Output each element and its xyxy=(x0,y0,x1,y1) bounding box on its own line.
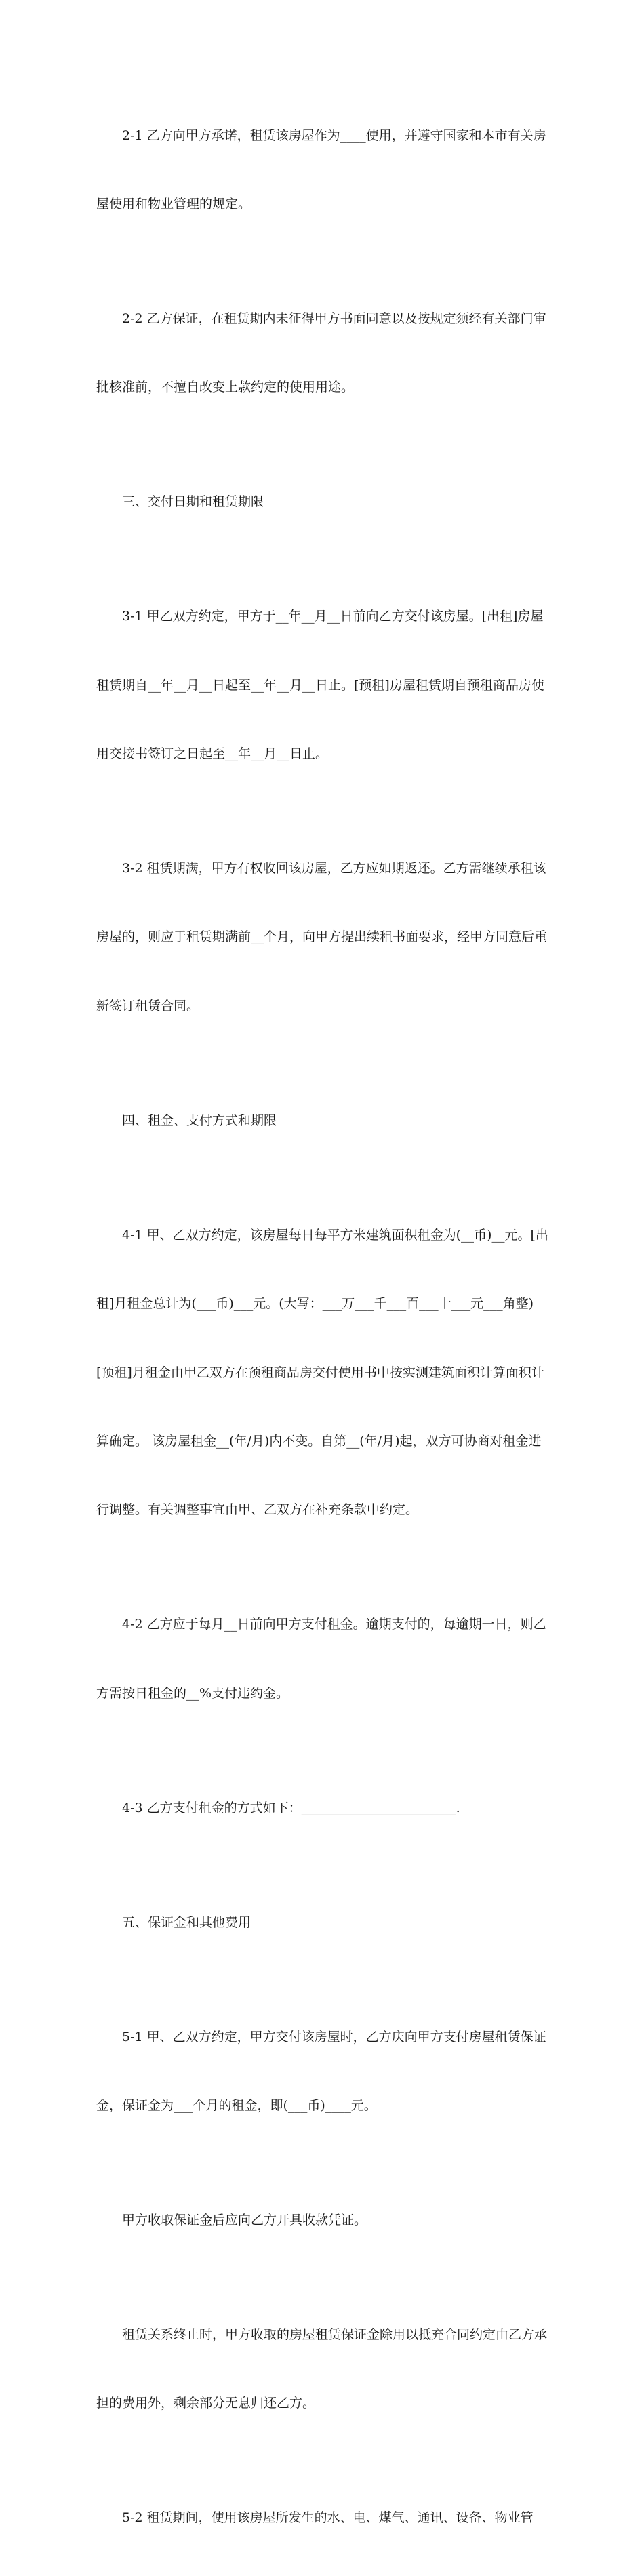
text-line: 行调整。有关调整事宜由甲、乙双方在补充条款中约定。 xyxy=(96,1502,419,1518)
clause-5-2 xyxy=(96,2461,544,2576)
section-heading: 五、保证金和其他费用 xyxy=(122,1914,251,1930)
text-line: 屋使用和物业管理的规定。 xyxy=(96,196,251,212)
text-line: 租赁期自__年__月__日起至__年__月__日止。[预租]房屋租赁期自预租商品房使 xyxy=(96,677,544,693)
text-line: 新签订租赁合同。 xyxy=(96,998,200,1013)
clause-2-1 xyxy=(96,79,544,262)
text-line: 5-2 租赁期间，使用该房屋所发生的水、电、煤气、通讯、设备、物业管 xyxy=(122,2510,534,2526)
clause-3-1 xyxy=(96,560,544,812)
text-line: 用交接书签订之日起至__年__月__日止。 xyxy=(96,746,329,762)
section-heading: 四、租金、支付方式和期限 xyxy=(122,1112,277,1128)
deposit-return-paragraph xyxy=(96,2278,548,2461)
text-line: 2-1 乙方向甲方承诺，租赁该房屋作为____使用，并遵守国家和本市有关房 xyxy=(122,127,546,143)
clause-3-2 xyxy=(96,812,548,1064)
section-heading-5 xyxy=(96,1866,544,1980)
text-line: 批核准前，不擅自改变上款约定的使用用途。 xyxy=(96,380,355,395)
clause-4-2 xyxy=(96,1568,544,1751)
text-line: 4-1 甲、乙双方约定，该房屋每日每平方米建筑面积租金为(__币)__元。[出 xyxy=(122,1227,548,1243)
clause-4-1 xyxy=(96,1178,548,1568)
section-heading-4 xyxy=(96,1064,544,1178)
text-line: 3-1 甲乙双方约定，甲方于__年__月__日前向乙方交付该房屋。[出租]房屋 xyxy=(122,609,544,624)
deposit-receipt-paragraph xyxy=(96,2164,544,2278)
text-line: 方需按日租金的__%支付违约金。 xyxy=(96,1685,289,1701)
text-line: 算确定。 该房屋租金__(年/月)内不变。自第__(年/月)起，双方可协商对租金进 xyxy=(96,1434,542,1449)
text-line: 金，保证金为___个月的租金，即(___币)____元。 xyxy=(96,2098,377,2114)
text-line: 3-2 租赁期满，甲方有权收回该房屋，乙方应如期返还。乙方需继续承租该 xyxy=(122,861,546,877)
text-line: 5-1 甲、乙双方约定，甲方交付该房屋时，乙方庆向甲方支付房屋租赁保证 xyxy=(122,2029,546,2045)
text-line: 4-3 乙方支付租金的方式如下：________________________. xyxy=(122,1800,460,1815)
text-line: 2-2 乙方保证，在租赁期内未征得甲方书面同意以及按规定须经有关部门审 xyxy=(122,310,546,326)
text-line: 担的费用外，剩余部分无息归还乙方。 xyxy=(96,2396,316,2411)
section-heading: 三、交付日期和租赁期限 xyxy=(122,494,264,510)
text-line: 房屋的，则应于租赁期满前__个月，向甲方提出续租书面要求，经甲方同意后重 xyxy=(96,929,548,945)
document-body xyxy=(96,79,548,2576)
text-line: 4-2 乙方应于每月__日前向甲方支付租金。逾期支付的，每逾期一日，则乙 xyxy=(122,1617,546,1632)
clause-5-1 xyxy=(96,1980,544,2163)
text-line: [预租]月租金由甲乙双方在预租商品房交付使用书中按实测建筑面积计算面积计 xyxy=(96,1365,544,1380)
section-heading-3 xyxy=(96,445,544,560)
text-line: 租]月租金总计为(___币)___元。(大写：___万___千___百___十___元___角整) xyxy=(96,1296,534,1312)
clause-2-2 xyxy=(96,262,544,445)
text-line: 租赁关系终止时，甲方收取的房屋租赁保证金除用以抵充合同约定由乙方承 xyxy=(122,2327,548,2343)
clause-4-3 xyxy=(96,1751,544,1866)
text-line: 甲方收取保证金后应向乙方开具收款凭证。 xyxy=(122,2213,367,2228)
